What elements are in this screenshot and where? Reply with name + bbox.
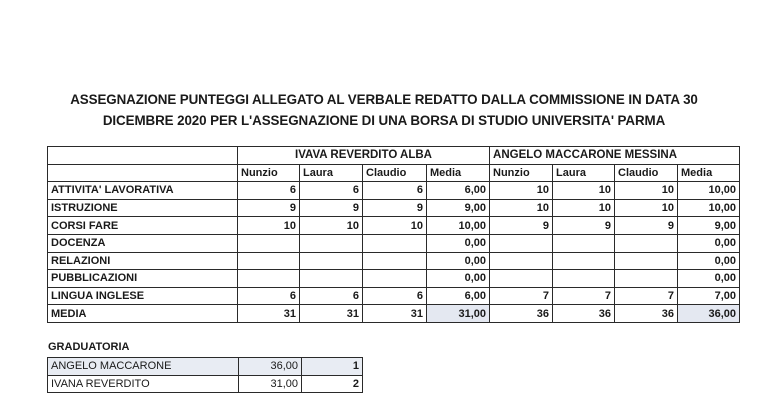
score-row bbox=[48, 234, 740, 252]
average-cell: 7,00 bbox=[678, 287, 740, 305]
criterion-label: LINGUA INGLESE bbox=[48, 287, 238, 305]
evaluator-header: Nunzio bbox=[490, 164, 553, 182]
average-cell: 31,00 bbox=[427, 305, 490, 323]
average-cell: 10,00 bbox=[678, 199, 740, 217]
ranking-table bbox=[47, 357, 363, 393]
score-cell: 31 bbox=[238, 305, 300, 323]
average-header: Media bbox=[427, 164, 490, 182]
score-cell: 36 bbox=[490, 305, 553, 323]
score-cell bbox=[490, 234, 553, 252]
score-cell: 7 bbox=[490, 287, 553, 305]
score-cell: 31 bbox=[363, 305, 427, 323]
ranking-row bbox=[48, 358, 363, 376]
average-cell: 0,00 bbox=[678, 252, 740, 270]
criterion-label: CORSI FARE bbox=[48, 217, 238, 235]
ranking-title: GRADUATORIA bbox=[48, 341, 130, 353]
score-cell: 6 bbox=[300, 287, 363, 305]
score-cell bbox=[363, 252, 427, 270]
average-cell: 10,00 bbox=[678, 182, 740, 200]
average-cell: 0,00 bbox=[678, 234, 740, 252]
score-cell: 7 bbox=[615, 287, 678, 305]
score-cell bbox=[615, 234, 678, 252]
score-cell bbox=[300, 270, 363, 288]
criterion-label: ISTRUZIONE bbox=[48, 199, 238, 217]
score-row bbox=[48, 217, 740, 235]
evaluator-header: Claudio bbox=[615, 164, 678, 182]
ranking-score: 31,00 bbox=[239, 375, 302, 393]
score-cell: 9 bbox=[490, 217, 553, 235]
score-cell bbox=[553, 234, 615, 252]
average-cell: 9,00 bbox=[678, 217, 740, 235]
score-cell: 6 bbox=[300, 182, 363, 200]
score-cell: 36 bbox=[553, 305, 615, 323]
evaluator-header: Laura bbox=[553, 164, 615, 182]
score-row bbox=[48, 270, 740, 288]
candidate-1-name: IVAVA REVERDITO ALBA bbox=[238, 147, 490, 165]
ranking-score: 36,00 bbox=[239, 358, 302, 376]
ranking-position: 2 bbox=[302, 375, 363, 393]
average-cell: 0,00 bbox=[427, 234, 490, 252]
score-cell: 9 bbox=[615, 217, 678, 235]
score-cell: 9 bbox=[363, 199, 427, 217]
evaluator-header-row bbox=[48, 164, 740, 182]
criterion-label: DOCENZA bbox=[48, 234, 238, 252]
score-cell bbox=[363, 234, 427, 252]
score-cell: 10 bbox=[363, 217, 427, 235]
ranking-row bbox=[48, 375, 363, 393]
ranking-position: 1 bbox=[302, 358, 363, 376]
score-cell: 9 bbox=[300, 199, 363, 217]
candidate-2-name: ANGELO MACCARONE MESSINA bbox=[490, 147, 740, 165]
document-title-line-1: ASSEGNAZIONE PUNTEGGI ALLEGATO AL VERBALE REDATTO DALLA COMMISSIONE IN DATA 30 bbox=[70, 92, 698, 107]
score-cell: 31 bbox=[300, 305, 363, 323]
score-cell bbox=[300, 234, 363, 252]
average-cell: 36,00 bbox=[678, 305, 740, 323]
score-cell bbox=[238, 234, 300, 252]
score-cell: 6 bbox=[238, 287, 300, 305]
average-cell: 0,00 bbox=[427, 270, 490, 288]
score-row bbox=[48, 199, 740, 217]
score-cell bbox=[615, 252, 678, 270]
ranking-name: ANGELO MACCARONE bbox=[48, 358, 239, 376]
document-title-line-2: DICEMBRE 2020 PER L'ASSEGNAZIONE DI UNA BORSA DI STUDIO UNIVERSITA' PARMA bbox=[102, 113, 666, 128]
score-cell: 9 bbox=[553, 217, 615, 235]
score-cell: 10 bbox=[238, 217, 300, 235]
score-cell: 36 bbox=[615, 305, 678, 323]
criterion-label: PUBBLICAZIONI bbox=[48, 270, 238, 288]
criterion-label: ATTIVITA' LAVORATIVA bbox=[48, 182, 238, 200]
score-cell: 9 bbox=[238, 199, 300, 217]
score-cell: 10 bbox=[490, 182, 553, 200]
score-cell bbox=[490, 270, 553, 288]
average-cell: 6,00 bbox=[427, 287, 490, 305]
score-cell bbox=[553, 252, 615, 270]
score-cell: 10 bbox=[553, 199, 615, 217]
score-row bbox=[48, 182, 740, 200]
score-row bbox=[48, 305, 740, 323]
empty-corner-cell bbox=[48, 147, 238, 165]
score-cell: 7 bbox=[553, 287, 615, 305]
average-cell: 0,00 bbox=[678, 270, 740, 288]
score-cell bbox=[553, 270, 615, 288]
score-cell bbox=[490, 252, 553, 270]
ranking-name: IVANA REVERDITO bbox=[48, 375, 239, 393]
score-cell: 10 bbox=[615, 199, 678, 217]
score-cell: 6 bbox=[238, 182, 300, 200]
score-cell: 10 bbox=[490, 199, 553, 217]
evaluator-header: Laura bbox=[300, 164, 363, 182]
score-row bbox=[48, 252, 740, 270]
criterion-label: MEDIA bbox=[48, 305, 238, 323]
criterion-label: RELAZIONI bbox=[48, 252, 238, 270]
score-cell: 10 bbox=[300, 217, 363, 235]
average-cell: 10,00 bbox=[427, 217, 490, 235]
score-cell bbox=[300, 252, 363, 270]
score-cell: 10 bbox=[615, 182, 678, 200]
empty-label-cell bbox=[48, 164, 238, 182]
evaluator-header: Nunzio bbox=[238, 164, 300, 182]
score-cell bbox=[238, 270, 300, 288]
score-cell bbox=[238, 252, 300, 270]
score-cell bbox=[615, 270, 678, 288]
average-cell: 0,00 bbox=[427, 252, 490, 270]
scores-table bbox=[47, 146, 740, 323]
candidate-header-row bbox=[48, 147, 740, 165]
score-cell: 6 bbox=[363, 287, 427, 305]
average-cell: 6,00 bbox=[427, 182, 490, 200]
score-cell: 10 bbox=[553, 182, 615, 200]
score-row bbox=[48, 287, 740, 305]
score-cell bbox=[363, 270, 427, 288]
average-cell: 9,00 bbox=[427, 199, 490, 217]
evaluator-header: Claudio bbox=[363, 164, 427, 182]
average-header: Media bbox=[678, 164, 740, 182]
score-cell: 6 bbox=[363, 182, 427, 200]
